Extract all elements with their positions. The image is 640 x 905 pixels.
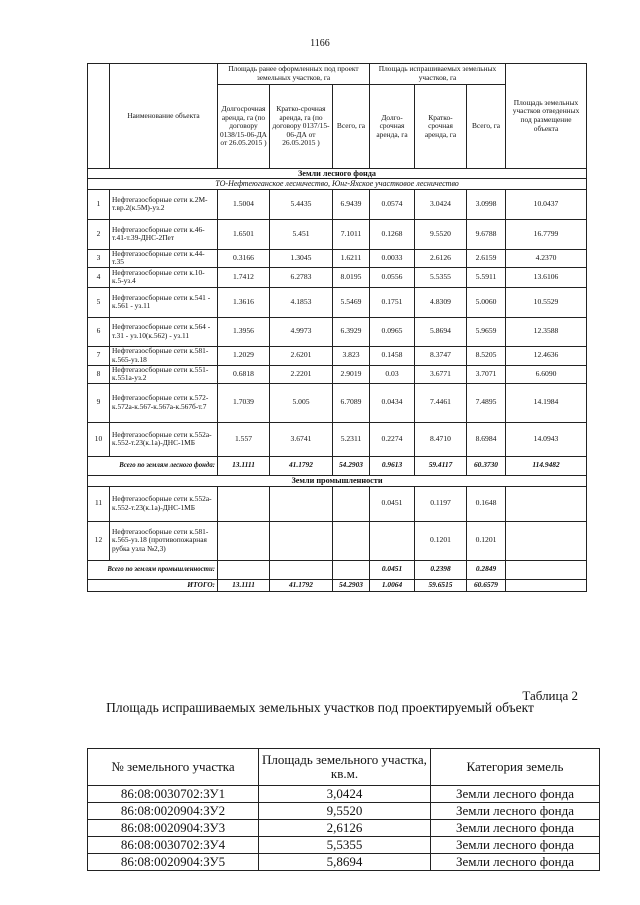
row-index: 4 (88, 267, 110, 287)
cell: 0.0434 (370, 383, 415, 422)
table-row (88, 287, 587, 317)
object-name: Нефтегазосборные сети к.10-к.5-уз.4 (110, 267, 218, 287)
cell: 5.5469 (333, 287, 370, 317)
cell: 41.1792 (270, 456, 333, 475)
object-name: Нефтегазосборные сети к.552а-к.552-т.23(к.1а)-ДНС-1МБ (110, 486, 218, 521)
land-category: Земли лесного фонда (431, 786, 600, 803)
section-forest-label: Земли лесного фонда (88, 169, 587, 179)
cell: 0.0033 (370, 249, 415, 267)
table-row (88, 422, 587, 456)
cell: 1.0064 (370, 579, 415, 591)
cell: 14.0943 (506, 422, 587, 456)
section-industry-row (88, 475, 587, 486)
section-forest-row (88, 169, 587, 179)
plot-number: 86:08:0020904:ЗУ5 (88, 854, 259, 871)
cell: 59.6515 (415, 579, 467, 591)
header-allotted-area: Площадь земельных участков отведенных под размещение объекта (506, 64, 587, 169)
cell: 1.3045 (270, 249, 333, 267)
cell: 5.5355 (415, 267, 467, 287)
cell: 1.557 (218, 422, 270, 456)
object-name: Нефтегазосборные сети к.581-к.565-уз.18 (110, 346, 218, 365)
cell: 4.8309 (415, 287, 467, 317)
cell: 8.0195 (333, 267, 370, 287)
table-row (88, 854, 600, 871)
header-short-req: Кратко-срочная аренда, га (415, 85, 467, 169)
row-index: 5 (88, 287, 110, 317)
cell: 8.5205 (467, 346, 506, 365)
cell: 1.6211 (333, 249, 370, 267)
table-row (88, 249, 587, 267)
table-row (88, 346, 587, 365)
cell (506, 579, 587, 591)
cell: 4.9973 (270, 317, 333, 346)
table-row (88, 365, 587, 383)
plot-area: 3,0424 (259, 786, 431, 803)
cell: 0.2398 (415, 560, 467, 579)
plot-area: 9,5520 (259, 803, 431, 820)
row-index: 10 (88, 422, 110, 456)
cell: 5.005 (270, 383, 333, 422)
header-index (88, 64, 110, 169)
object-name: Нефтегазосборные сети к.581-к.565-уз.18 (противопожарная рубка узла №2,3) (110, 521, 218, 560)
table-row (88, 219, 587, 249)
cell: 1.7412 (218, 267, 270, 287)
table-2-title: Площадь испрашиваемых земельных участков под проектируемый объект (106, 700, 534, 715)
cell: 2.6126 (415, 249, 467, 267)
cell: 5.451 (270, 219, 333, 249)
header-requested-area: Площадь испрашиваемых земельных участков, га (370, 64, 506, 85)
cell (270, 521, 333, 560)
header-long-req: Долго-срочная аренда, га (370, 85, 415, 169)
cell: 9.5520 (415, 219, 467, 249)
cell: 2.2201 (270, 365, 333, 383)
cell: 14.1984 (506, 383, 587, 422)
header-long-prev: Долгосрочная аренда, га (по договору 0138/15-06-ДА от 26.05.2015 ) (218, 85, 270, 169)
cell: 0.0451 (370, 486, 415, 521)
row-index: 8 (88, 365, 110, 383)
table-row (88, 786, 600, 803)
cell: 3.0424 (415, 189, 467, 219)
table-row (88, 820, 600, 837)
cell: 16.7799 (506, 219, 587, 249)
cell: 5.8694 (415, 317, 467, 346)
table-row (88, 803, 600, 820)
table-header-row (88, 749, 600, 786)
cell: 6.6090 (506, 365, 587, 383)
header-object-name: Наименование объекта (110, 64, 218, 169)
cell: 0.1648 (467, 486, 506, 521)
plot-number: 86:08:0030702:ЗУ4 (88, 837, 259, 854)
cell: 5.4435 (270, 189, 333, 219)
object-name: Нефтегазосборные сети к.552а-к.552-т.23(к.1а)-ДНС-1МБ (110, 422, 218, 456)
cell: 0.2274 (370, 422, 415, 456)
cell (270, 560, 333, 579)
cell: 6.9439 (333, 189, 370, 219)
cell: 2.6201 (270, 346, 333, 365)
row-index: 12 (88, 521, 110, 560)
cell: 4.2370 (506, 249, 587, 267)
object-name: Нефтегазосборные сети к.564 - т.31 - уз.10(к.562) - уз.11 (110, 317, 218, 346)
cell: 1.2029 (218, 346, 270, 365)
industry-total-label: Всего по землям промышленности: (88, 560, 218, 579)
table-row (88, 189, 587, 219)
plot-area: 5,8694 (259, 854, 431, 871)
cell: 7.4461 (415, 383, 467, 422)
plot-number: 86:08:0020904:ЗУ3 (88, 820, 259, 837)
cell: 0.0574 (370, 189, 415, 219)
table-row (88, 837, 600, 854)
header-total-req: Всего, га (467, 85, 506, 169)
cell: 0.0451 (370, 560, 415, 579)
header-plot-number: № земельного участка (88, 749, 259, 786)
row-index: 9 (88, 383, 110, 422)
cell: 5.9659 (467, 317, 506, 346)
object-name: Нефтегазосборные сети к.541 - к.561 - уз.11 (110, 287, 218, 317)
cell: 3.0998 (467, 189, 506, 219)
table-row (88, 267, 587, 287)
cell: 5.2311 (333, 422, 370, 456)
cell: 1.3956 (218, 317, 270, 346)
land-area-table (87, 63, 587, 592)
row-index: 1 (88, 189, 110, 219)
cell: 0.1458 (370, 346, 415, 365)
row-index: 7 (88, 346, 110, 365)
land-category: Земли лесного фонда (431, 820, 600, 837)
cell: 7.1011 (333, 219, 370, 249)
cell: 12.4636 (506, 346, 587, 365)
cell: 114.9482 (506, 456, 587, 475)
cell: 0.0965 (370, 317, 415, 346)
cell: 0.1268 (370, 219, 415, 249)
row-index: 2 (88, 219, 110, 249)
header-short-prev: Кратко-срочная аренда, га (по договору 0137/15-06-ДА от 26.05.2015 ) (270, 85, 333, 169)
cell (270, 486, 333, 521)
cell: 3.6741 (270, 422, 333, 456)
cell: 59.4117 (415, 456, 467, 475)
forest-total-row (88, 456, 587, 475)
section-industry-label: Земли промышленности (88, 475, 587, 486)
cell: 2.6159 (467, 249, 506, 267)
plot-area: 2,6126 (259, 820, 431, 837)
cell: 5.5911 (467, 267, 506, 287)
cell: 6.2783 (270, 267, 333, 287)
cell: 54.2903 (333, 579, 370, 591)
cell (218, 560, 270, 579)
cell: 13.1111 (218, 579, 270, 591)
subsection-forest-label: ТО-Нефтеюганское лесничество, Юнг-Яхское участковое лесничество (88, 179, 587, 189)
plot-area: 5,5355 (259, 837, 431, 854)
cell: 6.3929 (333, 317, 370, 346)
cell: 12.3588 (506, 317, 587, 346)
table-row (88, 486, 587, 521)
land-category: Земли лесного фонда (431, 854, 600, 871)
cell: 3.823 (333, 346, 370, 365)
cell: 1.6501 (218, 219, 270, 249)
subsection-forest-row (88, 179, 587, 189)
object-name: Нефтегазосборные сети к.2М-т.вр.2(к.5М)-уз.2 (110, 189, 218, 219)
land-plots-table (87, 748, 600, 871)
table-2-number: Таблица 2 (522, 688, 578, 703)
cell: 6.7089 (333, 383, 370, 422)
industry-total-row (88, 560, 587, 579)
cell: 4.1853 (270, 287, 333, 317)
cell (370, 521, 415, 560)
cell (506, 486, 587, 521)
cell: 8.4710 (415, 422, 467, 456)
cell: 3.7071 (467, 365, 506, 383)
cell (218, 486, 270, 521)
cell (506, 521, 587, 560)
header-prev-area: Площадь ранее оформленных под проект земельных участков, га (218, 64, 370, 85)
cell: 10.5529 (506, 287, 587, 317)
header-total-prev: Всего, га (333, 85, 370, 169)
cell: 5.0060 (467, 287, 506, 317)
cell: 60.3730 (467, 456, 506, 475)
table-row (88, 383, 587, 422)
cell: 0.1751 (370, 287, 415, 317)
cell: 10.0437 (506, 189, 587, 219)
land-category: Земли лесного фонда (431, 837, 600, 854)
plot-number: 86:08:0030702:ЗУ1 (88, 786, 259, 803)
cell: 1.7039 (218, 383, 270, 422)
cell (333, 486, 370, 521)
cell: 41.1792 (270, 579, 333, 591)
cell: 7.4895 (467, 383, 506, 422)
cell: 0.1201 (467, 521, 506, 560)
table-row (88, 317, 587, 346)
table-row (88, 521, 587, 560)
cell (506, 560, 587, 579)
cell (218, 521, 270, 560)
cell (333, 521, 370, 560)
plot-number: 86:08:0020904:ЗУ2 (88, 803, 259, 820)
cell: 9.6788 (467, 219, 506, 249)
forest-total-label: Всего по землям лесного фонда: (88, 456, 218, 475)
object-name: Нефтегазосборные сети к.572-к.572а-к.567-к.567а-к.567б-т.7 (110, 383, 218, 422)
cell: 0.3166 (218, 249, 270, 267)
cell: 0.2849 (467, 560, 506, 579)
grand-total-label: ИТОГО: (88, 579, 218, 591)
table-header-row-1 (88, 64, 587, 85)
cell: 13.6106 (506, 267, 587, 287)
header-land-category: Категория земель (431, 749, 600, 786)
cell: 0.1197 (415, 486, 467, 521)
row-index: 3 (88, 249, 110, 267)
grand-total-row (88, 579, 587, 591)
land-category: Земли лесного фонда (431, 803, 600, 820)
cell: 0.9613 (370, 456, 415, 475)
cell: 1.5004 (218, 189, 270, 219)
cell: 1.3616 (218, 287, 270, 317)
object-name: Нефтегазосборные сети к.44-т.35 (110, 249, 218, 267)
cell: 8.6984 (467, 422, 506, 456)
cell: 8.3747 (415, 346, 467, 365)
object-name: Нефтегазосборные сети к.551-к.551а-уз.2 (110, 365, 218, 383)
cell: 13.1111 (218, 456, 270, 475)
cell (333, 560, 370, 579)
cell: 54.2903 (333, 456, 370, 475)
cell: 0.0556 (370, 267, 415, 287)
row-index: 11 (88, 486, 110, 521)
object-name: Нефтегазосборные сети к.46-т.41-т.39-ДНС-2Пет (110, 219, 218, 249)
header-plot-area: Площадь земельного участка, кв.м. (259, 749, 431, 786)
cell: 0.6818 (218, 365, 270, 383)
cell: 3.6771 (415, 365, 467, 383)
cell: 0.1201 (415, 521, 467, 560)
cell: 60.6579 (467, 579, 506, 591)
page-number: 1166 (310, 38, 330, 49)
cell: 0.03 (370, 365, 415, 383)
row-index: 6 (88, 317, 110, 346)
cell: 2.9019 (333, 365, 370, 383)
